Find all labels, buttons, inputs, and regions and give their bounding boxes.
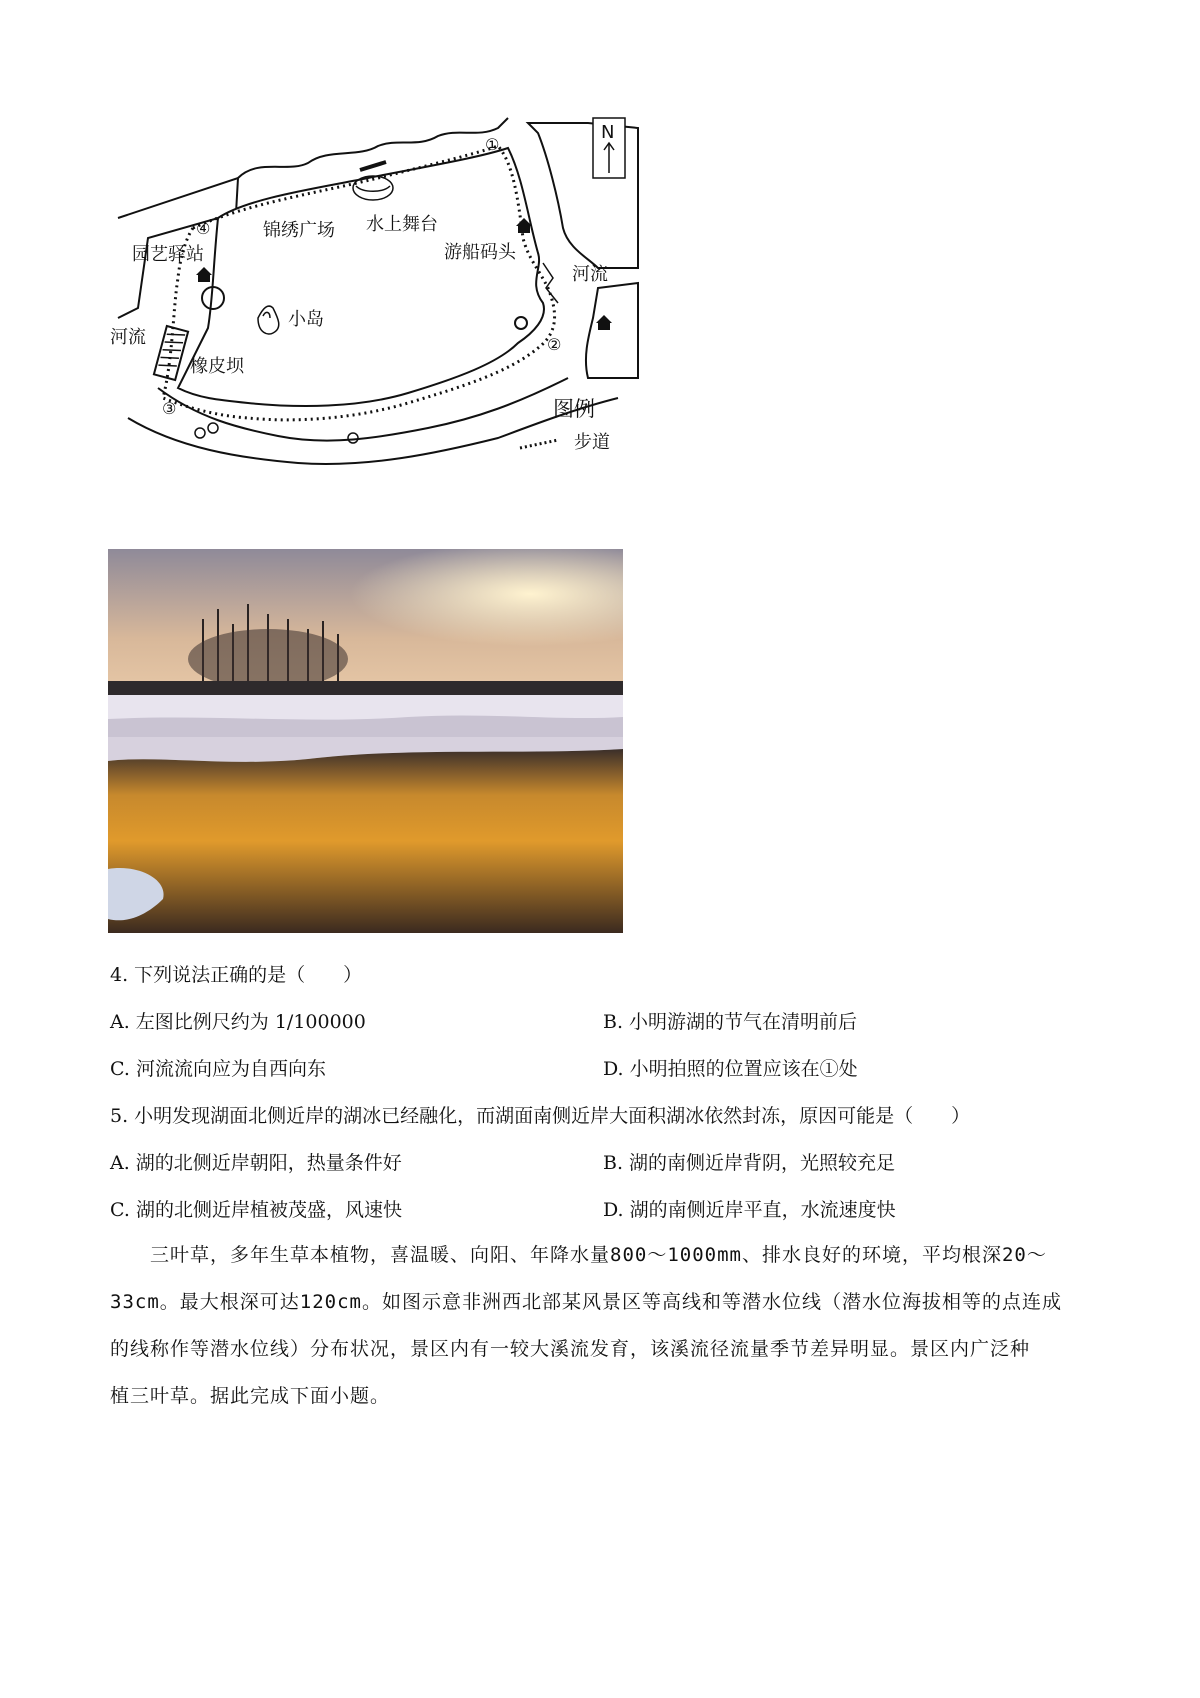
clover-passage (110, 1232, 1100, 1420)
north-label: N (601, 122, 615, 143)
label-river-east: 河流 (572, 264, 608, 285)
point-3: ③ (162, 399, 177, 418)
question-5-option-b: B. 湖的南侧近岸背阴，光照较充足 (603, 1152, 896, 1174)
point-4: ④ (196, 219, 211, 238)
label-rubber-dam: 橡皮坝 (190, 356, 244, 377)
passage-line-3: 的线称作等潜水位线）分布状况，景区内有一较大溪流发育，该溪流径流量季节差异明显。景区内广泛种 (110, 1338, 1031, 1360)
label-island: 小岛 (288, 309, 324, 330)
label-boat-dock: 游船码头 (444, 242, 516, 263)
legend-walkway-sample (520, 440, 558, 448)
point-1: ① (485, 135, 500, 154)
label-water-stage: 水上舞台 (366, 214, 438, 235)
question-4-option-b: B. 小明游湖的节气在清明前后 (603, 1011, 858, 1033)
legend-walkway-label: 步道 (574, 432, 610, 453)
question-4-option-a: A. 左图比例尺约为 1/100000 (110, 1011, 366, 1033)
winter-lake-photo (108, 549, 623, 933)
legend-title: 图例 (553, 397, 595, 421)
question-4-option-d: D. 小明拍照的位置应该在①处 (603, 1058, 858, 1080)
park-map (110, 118, 678, 500)
label-jinxiu-square: 锦绣广场 (263, 220, 335, 241)
label-river-west: 河流 (110, 327, 146, 348)
question-5-option-d: D. 湖的南侧近岸平直，水流速度快 (603, 1199, 896, 1221)
question-4-stem: 4. 下列说法正确的是（ ） (110, 964, 363, 986)
passage-line-2: 33cm。最大根深可达120cm。如图示意非洲西北部某风景区等高线和等潜水位线（潜水位海拔相等的点连成 (110, 1291, 1062, 1313)
label-garden-station: 园艺驿站 (132, 244, 204, 265)
question-4-option-c: C. 河流流向应为自西向东 (110, 1058, 326, 1080)
east-land-outline (586, 283, 638, 378)
question-5-option-c: C. 湖的北侧近岸植被茂盛，风速快 (110, 1199, 402, 1221)
question-5-option-a: A. 湖的北侧近岸朝阳，热量条件好 (110, 1152, 402, 1174)
passage-line-4: 植三叶草。据此完成下面小题。 (110, 1385, 391, 1407)
passage-line-1: 三叶草，多年生草本植物，喜温暖、向阳、年降水量800～1000mm、排水良好的环境，平均根深20～ (150, 1244, 1047, 1266)
south-outer-line (128, 398, 618, 464)
point-2: ② (547, 335, 562, 354)
question-5-stem: 5. 小明发现湖面北侧近岸的湖冰已经融化，而湖面南侧近岸大面积湖冰依然封冻，原因可能是（ ） (110, 1105, 971, 1127)
